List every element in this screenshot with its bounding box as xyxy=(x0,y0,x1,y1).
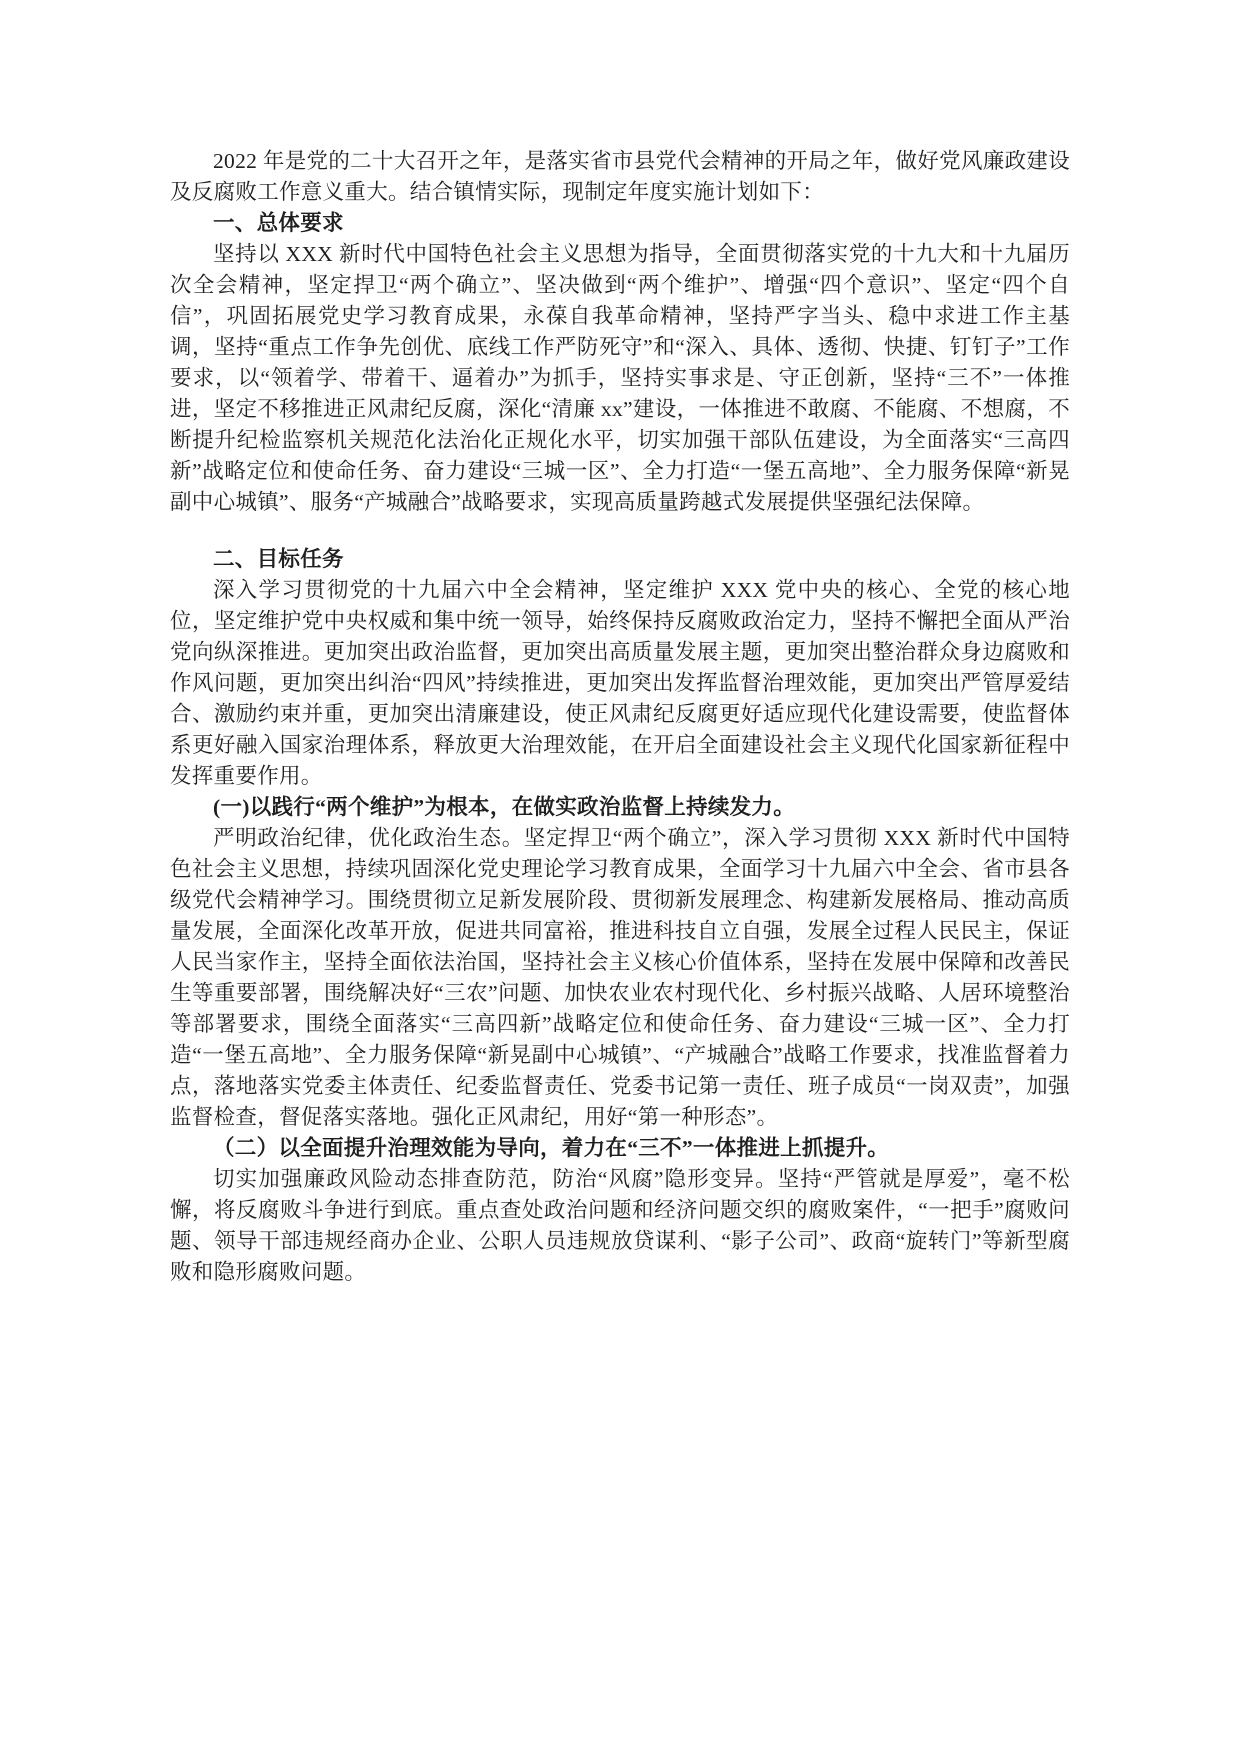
heading-overall-requirements: 一、总体要求 xyxy=(213,211,344,235)
paragraph-overall-requirements: 坚持以 XXX 新时代中国特色社会主义思想为指导，全面贯彻落实党的十九大和十九届历次全会精神，坚定捍卫“两个确立”、坚决做到“两个维护”、增强“四个意识”、坚定“四个自信”，巩固拓展党史学习教育成果，永葆自我革命精神，坚持严字当头、稳中求进工作主基调，坚持“重点工作争先创优、底线工作严防死守”和“深入、具体、透彻、快捷、钉钉子”工作要求，以“领着学、带着干、逼着办”为抓手，坚持实事求是、守正创新，坚持“三不”一体推进，坚定不移推进正风肃纪反腐，深化“清廉 xx”建设，一体推进不敢腐、不能腐、不想腐，不断提升纪检监察机关规范化法治化正规化水平，切实加强干部队伍建设，为全面落实“三高四新”战略定位和使命任务、奋力建设“三城一区”、全力打造“一堡五高地”、全力服务保障“新晃副中心城镇”、服务“产城融合”战略要求，实现高质量跨越式发展提供坚强纪法保障。 xyxy=(170,242,1070,514)
paragraph-goals-tasks: 深入学习贯彻党的十九届六中全会精神，坚定维护 XXX 党中央的核心、全党的核心地位，坚定维护党中央权威和集中统一领导，始终保持反腐败政治定力，坚持不懈把全面从严治党向纵深推进。更加突出政治监督，更加突出高质量发展主题，更加突出整治群众身边腐败和作风问题，更加突出纠治“四风”持续推进，更加突出发挥监督治理效能，更加突出严管厚爱结合、激励约束并重，更加突出清廉建设，使正风肃纪反腐更好适应现代化建设需要，使监督体系更好融入国家治理体系，释放更大治理效能，在开启全面建设社会主义现代化国家新征程中发挥重要作用。 xyxy=(170,578,1070,788)
paragraph-intro: 2022 年是党的二十大召开之年，是落实省市县党代会精神的开局之年，做好党风廉政建设及反腐败工作意义重大。结合镇情实际，现制定年度实施计划如下： xyxy=(170,149,1070,204)
paragraph-point-one: 严明政治纪律，优化政治生态。坚定捍卫“两个确立”，深入学习贯彻 XXX 新时代中国特色社会主义思想，持续巩固深化党史理论学习教育成果，全面学习十九届六中全会、省市县各级党代会精神学习。围绕贯彻立足新发展阶段、贯彻新发展理念、构建新发展格局、推动高质量发展，全面深化改革开放，促进共同富裕，推进科技自立自强，发展全过程人民民主，保证人民当家作主，坚持全面依法治国，坚持社会主义核心价值体系，坚持在发展中保障和改善民生等重要部署，围绕解决好“三农”问题、加快农业农村现代化、乡村振兴战略、人居环境整治等部署要求，围绕全面落实“三高四新”战略定位和使命任务、奋力建设“三城一区”、全力打造“一堡五高地”、全力服务保障“新晃副中心城镇”、“产城融合”战略工作要求，找准监督着力点，落地落实党委主体责任、纪委监督责任、党委书记第一责任、班子成员“一岗双责”，加强监督检查，督促落实落地。强化正风肃纪，用好“第一种形态”。 xyxy=(170,826,1070,1129)
subheading-point-two: （二）以全面提升治理效能为导向，着力在“三不”一体推进上抓提升。 xyxy=(213,1136,890,1160)
subheading-point-one: (一)以践行“两个维护”为根本，在做实政治监督上持续发力。 xyxy=(213,795,796,819)
blank-line xyxy=(170,518,1070,544)
paragraph-point-two: 切实加强廉政风险动态排查防范，防治“风腐”隐形变异。坚持“严管就是厚爱”，毫不松懈，将反腐败斗争进行到底。重点查处政治问题和经济问题交织的腐败案件，“一把手”腐败问题、领导干部违规经商办企业、公职人员违规放贷谋利、“影子公司”、政商“旋转门”等新型腐败和隐形腐败问题。 xyxy=(170,1167,1070,1284)
heading-goals-tasks: 二、目标任务 xyxy=(213,547,344,571)
